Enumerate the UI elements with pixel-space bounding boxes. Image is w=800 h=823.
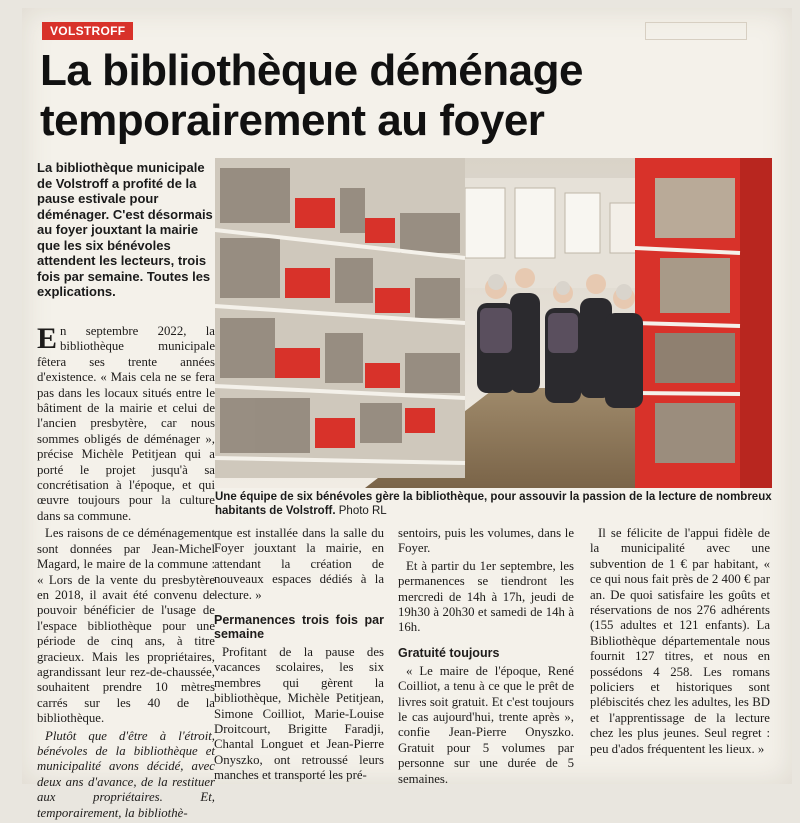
- photo-illustration: [215, 158, 772, 488]
- col2-paragraph-2: Profitant de la pause des vacances scolaires, les six membres qui gèrent la bibliothèque, Michèle Petitjean, Simone Coilliot, Marie-Louise Droitcourt, Brigitte Faradji, Chantal Longuet et Jean-Pierre Onyszko, ont retroussé leurs manches et transporté les pré-: [214, 645, 384, 783]
- right-red-shelves: [635, 158, 772, 488]
- col3-paragraph-1: sentoirs, puis les volumes, dans le Foyer.: [398, 526, 574, 556]
- photo-caption: [215, 490, 772, 518]
- headline-line-1: La bibliothèque déménage: [40, 46, 583, 95]
- article-column-3: [398, 526, 574, 789]
- col1-paragraph-2: Les raisons de ce déménagement sont données par Jean-Michel Magard, le maire de la commune : « Lors de la vente du presbytère en 2018, il avait été convenu de pouvoir bénéficier de l'usage de l'espace bibliothèque pour une période de cinq ans, à titre gracieux. Mais les propriétaires, agrandissant leur rez-de-chaussée, souhaitent prendre 10 mètres carrés sur les 40 de la bibliothèque.: [37, 526, 215, 726]
- headline-line-2: temporairement au foyer: [40, 96, 545, 145]
- left-bookshelves: [215, 158, 465, 478]
- col2-paragraph-1: que est installée dans la salle du Foyer jouxtant la mairie, en attendant la création de nouveaux espaces dédiés à la lecture. »: [214, 526, 384, 602]
- volunteers-group: [477, 268, 643, 408]
- subhead-gratuite: Gratuité toujours: [398, 645, 500, 660]
- headline: [40, 46, 660, 146]
- article-column-2: [214, 526, 384, 786]
- drop-cap: E: [37, 322, 58, 355]
- photo-credit: Photo RL: [338, 505, 387, 517]
- article-column-4: [590, 526, 770, 759]
- col3-paragraph-3: « Le maire de l'époque, René Coilliot, a tenu à ce que le prêt de livres soit gratuit. Et c'est toujours le cas aujourd'hui, trente après », confie Jean-Pierre Onyszko. Gratuit pour 5 volumes par personne sur une durée de 5 semaines.: [398, 663, 574, 786]
- adjacent-article-bleedthrough: [650, 20, 790, 170]
- col4-paragraph-1: Il se félicite de l'appui fidèle de la municipalité avec une subvention de 1 € par habitant, « ce qui nous fait près de 2 400 € par an. De quoi satisfaire les goûts et réservations de nos 276 adhérents (155 adultes et 121 enfants). La Bibliothèque départementale nous fournit 127 titres, et nous en possédons 4 258. Les romans policiers et historiques sont plébiscités chez les adultes, les BD et l'apprentissage de la lecture chez les plus jeunes. Seul regret : peu d'ados fréquentent les lieux. »: [590, 526, 770, 756]
- col1-paragraph-1: n septembre 2022, la bibliothèque municipale fêtera ses trente années d'existence. « Mais cela ne se fera pas dans les locaux situés entre le bâtiment de la mairie et celui de l'ancien presbytère, car nous sommes obligés de déménager », précise Michèle Petitjean qui a porté le projet jusqu'à sa concrétisation à l'époque, et qui œuvre toujours pour la culture dans sa commune.: [37, 324, 215, 523]
- library-photo: [215, 158, 772, 488]
- section-kicker: VOLSTROFF: [42, 22, 133, 40]
- caption-text: Une équipe de six bénévoles gère la bibliothèque, pour assouvir la passion de la lecture de nombreux habitants de Volstroff.: [215, 491, 772, 517]
- subhead-permanences: Permanences trois fois par semaine: [214, 613, 384, 642]
- col3-paragraph-2: Et à partir du 1er septembre, les permanences se tiendront les mercredi de 14h à 17h, jeudi de 19h30 à 20h30 et samedi de 14h à 16h.: [398, 558, 574, 635]
- article-lead: La bibliothèque municipale de Volstroff a profité de la pause estivale pour déménager. C'est désormais au foyer jouxtant la mairie que les six bénévoles attendent les lecteurs, trois fois par semaine. Toutes les explications.: [37, 160, 213, 299]
- col1-paragraph-3: Plutôt que d'être à l'étroit, bénévoles de la bibliothèque et municipalité avons décidé, avec deux ans d'avance, de la restituer aux propriétaires. Et, temporairement, la bibliothè-: [37, 728, 215, 820]
- article-column-1: [37, 324, 215, 823]
